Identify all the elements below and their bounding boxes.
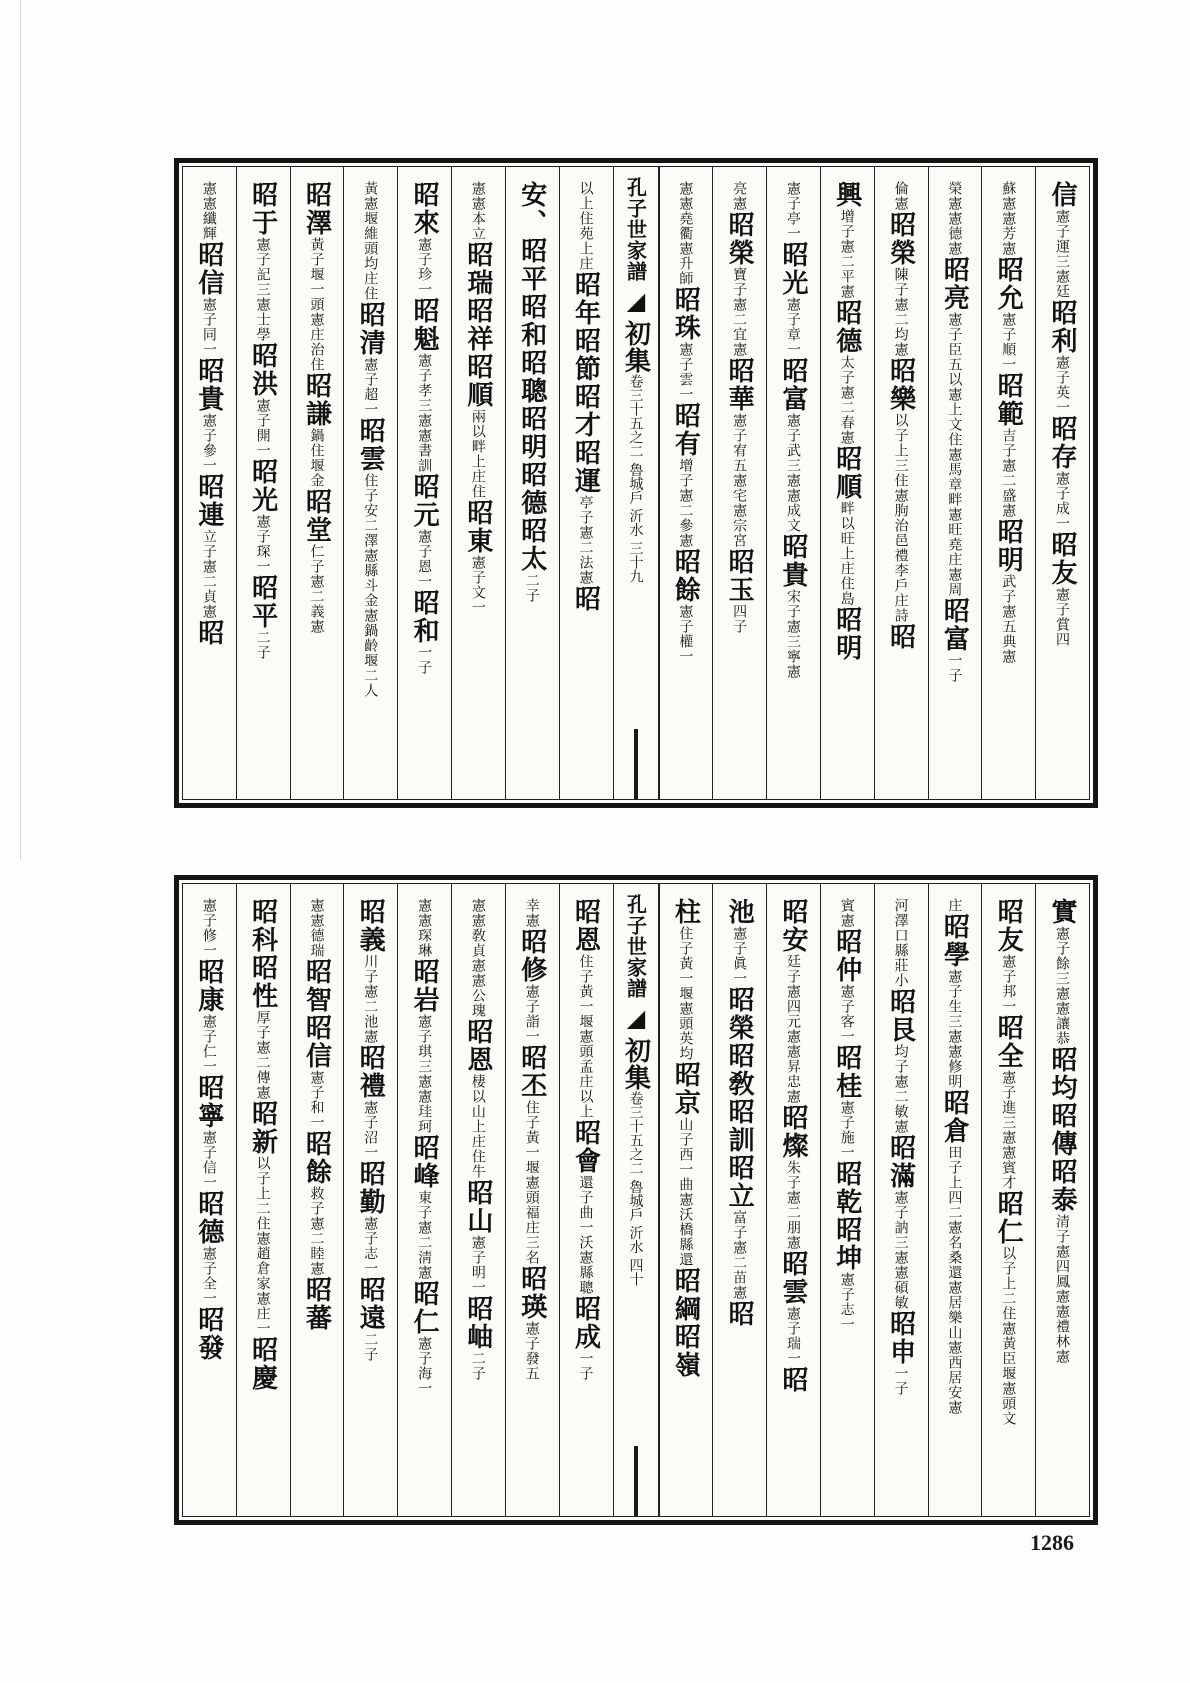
genealogy-column <box>766 167 820 799</box>
person-name: 昭慶 <box>247 1336 278 1392</box>
person-name: 昭仲 <box>831 928 862 984</box>
annotation-text: 增子憲二平憲 <box>838 209 855 299</box>
annotation-text: 憲憲德瑞 <box>308 898 325 958</box>
annotation-text: 憲憲敎貞憲憲公瑰 <box>469 898 486 1018</box>
annotation-text: 陳子憲二均憲 <box>892 267 909 357</box>
book-title: 孔子世家譜 <box>623 894 648 999</box>
annotation-text: 二子 <box>469 1351 486 1381</box>
annotation-text: 賓憲 <box>838 898 855 928</box>
person-name: 昭瑛 <box>516 1265 547 1321</box>
annotation-text: 一子 <box>946 653 963 683</box>
person-name: 昭成 <box>570 1295 601 1351</box>
annotation-text: 厚子憲二傳憲 <box>254 1010 271 1100</box>
annotation-text: 憲子亭一 <box>784 181 801 241</box>
annotation-text: 憲子訥三憲憲碩敏 <box>892 1190 909 1310</box>
person-name: 昭發 <box>193 1306 224 1362</box>
annotation-text: 住子黃一堰憲頭孟庄以上 <box>577 954 594 1119</box>
person-name: 昭勤 <box>355 1160 386 1216</box>
person-name: 昭順 <box>831 445 862 501</box>
annotation-text: 黃憲堰維頭均庄住 <box>362 181 379 301</box>
person-name: 昭明 <box>516 405 547 461</box>
person-name: 昭年 <box>570 271 601 327</box>
annotation-text: 憲子眞一 <box>731 926 748 986</box>
annotation-text: 均子憲二敏憲 <box>892 1044 909 1134</box>
genealogy-column <box>820 167 874 799</box>
annotation-text: 庄 <box>946 898 963 913</box>
person-name: 昭榮 <box>885 211 916 267</box>
annotation-text: 住子安二澤憲縣斗金憲鍋齡堰二人 <box>362 473 379 698</box>
annotation-text: 憲子詣一 <box>523 984 540 1044</box>
person-name: 昭仁 <box>409 1280 440 1336</box>
annotation-text: 憲子明一 <box>469 1235 486 1295</box>
person-name: 池 <box>724 898 755 926</box>
person-name: 昭謙 <box>301 372 332 428</box>
volume-info: 卷三十五之二 魯城戶 沂水 四十 <box>627 1091 644 1287</box>
annotation-text: 憲子開一 <box>254 398 271 458</box>
annotation-text: 憲子邦一 <box>1000 954 1017 1014</box>
annotation-text: 憲子參一 <box>200 413 217 473</box>
person-name: 昭岩 <box>409 958 440 1014</box>
annotation-text: 憲子成一 <box>1054 471 1070 531</box>
person-name: 昭樂 <box>885 357 916 413</box>
genealogy-column <box>712 884 766 1516</box>
genealogy-column <box>236 884 290 1516</box>
person-name: 昭澤 <box>301 181 332 237</box>
genealogy-column <box>183 167 236 799</box>
annotation-text: 朱子憲二朋憲 <box>784 1160 801 1250</box>
person-name: 昭節 <box>570 327 601 383</box>
person-name: 昭仁 <box>993 1190 1024 1246</box>
person-name: 昭洪 <box>247 342 278 398</box>
genealogy-column <box>981 884 1035 1516</box>
annotation-text: 憲憲琛琳 <box>416 898 433 958</box>
annotation-text: 憲憲纖輝 <box>200 181 217 241</box>
annotation-text: 二子 <box>254 630 271 660</box>
person-name: 安、昭平 <box>516 181 547 293</box>
annotation-text: 憲子進三憲憲賓才 <box>1000 1070 1017 1190</box>
annotation-text: 亮憲 <box>731 181 748 211</box>
annotation-text: 富子憲二苗憲 <box>731 1210 748 1300</box>
annotation-text: 山子西一曲憲沃橋縣還 <box>677 1117 694 1267</box>
annotation-text: 立子憲二貞憲 <box>200 529 217 619</box>
annotation-text: 黃子堰一頭憲庄治住 <box>308 237 325 372</box>
annotation-text: 憲子權一 <box>677 604 694 664</box>
person-name: 昭信 <box>193 241 224 297</box>
annotation-text: 憲子雲一 <box>677 342 694 402</box>
person-name: 昭華 <box>724 357 755 413</box>
person-name: 昭山 <box>462 1179 493 1235</box>
person-name: 昭祥 <box>462 297 493 353</box>
annotation-text: 一子 <box>892 1366 909 1396</box>
person-name: 昭峰 <box>409 1134 440 1190</box>
person-name: 昭榮 <box>724 211 755 267</box>
genealogy-column <box>451 167 505 799</box>
person-name: 昭存 <box>1047 415 1077 471</box>
person-name: 昭玉 <box>724 548 755 604</box>
person-name: 昭堂 <box>301 488 332 544</box>
person-name: 昭明 <box>831 606 862 662</box>
person-name: 昭滿 <box>885 1134 916 1190</box>
person-name: 昭貴 <box>193 357 224 413</box>
person-name: 昭京 <box>670 1061 701 1117</box>
person-name: 昭信 <box>301 1014 332 1070</box>
person-name: 昭元 <box>409 473 440 529</box>
genealogy-column <box>928 884 982 1516</box>
person-name: 昭瑞 <box>462 241 493 297</box>
genealogy-column <box>397 884 451 1516</box>
person-name: 昭才 <box>570 383 601 439</box>
person-name: 昭榮 <box>724 986 755 1042</box>
genealogy-column <box>1035 884 1089 1516</box>
genealogy-column <box>505 884 559 1516</box>
annotation-text: 棲以山上庄住牛 <box>469 1074 486 1179</box>
center-header-column <box>613 884 659 1516</box>
person-name: 昭聰 <box>516 349 547 405</box>
person-name: 昭有 <box>670 402 701 458</box>
annotation-text: 以子上三住憲朐治邑禮李戶庄詩 <box>892 413 909 623</box>
annotation-text: 憲子珍一 <box>416 237 433 297</box>
person-name: 昭敎 <box>724 1042 755 1098</box>
genealogy-column <box>236 167 290 799</box>
annotation-text: 憲子海一 <box>416 1336 433 1396</box>
person-name: 昭學 <box>939 913 970 969</box>
person-name: 昭和 <box>516 293 547 349</box>
genealogy-column <box>981 167 1035 799</box>
genealogy-column <box>290 167 344 799</box>
annotation-text: 憲子志一 <box>838 1272 855 1332</box>
genealogy-column <box>397 167 451 799</box>
genealogy-column <box>290 884 344 1516</box>
top-page-panel <box>174 158 1098 808</box>
annotation-text: 憲子文一 <box>469 555 486 615</box>
page-number: 1286 <box>1030 1530 1074 1555</box>
annotation-text: 住子黃一堰憲頭英均 <box>677 926 694 1061</box>
annotation-text: 寶子憲二宜憲 <box>731 267 748 357</box>
person-name: 昭 <box>570 585 601 613</box>
annotation-text: 憲子記三憲士學 <box>254 237 271 342</box>
scan-edge-line <box>20 0 21 860</box>
person-name: 昭倉 <box>939 1089 970 1145</box>
annotation-text: 憲憲堯衢憲升師 <box>677 181 694 286</box>
annotation-text: 田子上四二憲名桑還憲居樂山憲西居安憲 <box>946 1145 963 1415</box>
person-name: 昭平 <box>247 574 278 630</box>
annotation-text: 宋子憲三寧憲 <box>784 589 801 679</box>
annotation-text: 幸憲 <box>523 898 540 928</box>
person-name: 昭德 <box>193 1190 224 1246</box>
person-name: 昭雲 <box>355 417 386 473</box>
annotation-text: 憲子琪三憲憲珪珂 <box>416 1014 433 1134</box>
bottom-columns <box>182 883 1090 1517</box>
annotation-text: 還子曲一沃憲縣聰 <box>577 1175 594 1295</box>
annotation-text: 救子憲二睦憲 <box>308 1186 325 1276</box>
volume-info: 卷三十五之二 魯城戶 沂水 三十九 <box>627 374 644 584</box>
person-name: 昭新 <box>247 1100 278 1156</box>
annotation-text: 亭子憲二法憲 <box>577 495 594 585</box>
person-name: 昭貴 <box>777 533 808 589</box>
person-name: 昭珠 <box>670 286 701 342</box>
person-name: 昭光 <box>777 241 808 297</box>
person-name: 昭傳 <box>1047 1102 1077 1158</box>
person-name: 昭連 <box>193 473 224 529</box>
annotation-text: 憲子施一 <box>838 1100 855 1160</box>
annotation-text: 憲子仁一 <box>200 1014 217 1074</box>
person-name: 昭全 <box>993 1014 1024 1070</box>
annotation-text: 武子憲五典憲 <box>1000 574 1017 664</box>
person-name: 昭丕 <box>516 1044 547 1100</box>
person-name: 昭清 <box>355 301 386 357</box>
genealogy-column <box>1035 167 1089 799</box>
person-name: 昭餘 <box>301 1130 332 1186</box>
genealogy-column <box>874 884 928 1516</box>
annotation-text: 憲子全一 <box>200 1246 217 1306</box>
person-name: 昭桂 <box>831 1044 862 1100</box>
person-name: 柱 <box>670 898 701 926</box>
annotation-text: 憲子運三憲廷 <box>1054 209 1070 299</box>
person-name: 昭友 <box>993 898 1024 954</box>
person-name: 昭 <box>724 1300 755 1328</box>
person-name: 昭禮 <box>355 1044 386 1100</box>
annotation-text: 憲子沼一 <box>362 1100 379 1160</box>
person-name: 昭立 <box>724 1154 755 1210</box>
genealogy-column <box>559 884 613 1516</box>
annotation-text: 仁子憲二義憲 <box>308 544 325 634</box>
annotation-text: 憲子志一 <box>362 1216 379 1276</box>
annotation-text: 吉子憲二盛憲 <box>1000 428 1017 518</box>
genealogy-column <box>712 167 766 799</box>
person-name: 昭均 <box>1047 1046 1077 1102</box>
annotation-text: 憲子超一 <box>362 357 379 417</box>
person-name: 昭亮 <box>939 256 970 312</box>
person-name: 昭德 <box>831 299 862 355</box>
person-name: 昭光 <box>247 458 278 514</box>
person-name: 昭 <box>193 619 224 647</box>
person-name: 昭富 <box>777 357 808 413</box>
person-name: 昭訓 <box>724 1098 755 1154</box>
person-name: 昭坤 <box>831 1216 862 1272</box>
person-name: 昭于 <box>247 181 278 237</box>
person-name: 昭申 <box>885 1310 916 1366</box>
annotation-text: 憲子瑞一 <box>784 1306 801 1366</box>
annotation-text: 憲子英一 <box>1054 355 1070 415</box>
annotation-text: 鍋住堰金 <box>308 428 325 488</box>
annotation-text: 廷子憲四元憲憲昇忠憲 <box>784 954 801 1104</box>
genealogy-column <box>820 884 874 1516</box>
annotation-text: 憲子和一 <box>308 1070 325 1130</box>
genealogy-column <box>659 167 713 799</box>
annotation-text: 憲子臣五以憲上文住憲馬章畔憲旺堯庄憲周 <box>946 312 963 597</box>
person-name: 昭範 <box>993 372 1024 428</box>
person-name: 昭德 <box>516 461 547 517</box>
person-name: 昭明 <box>993 518 1024 574</box>
edition-label: 初集 <box>620 320 651 374</box>
person-name: 昭來 <box>409 181 440 237</box>
person-name: 昭綱 <box>670 1267 701 1323</box>
top-columns <box>182 166 1090 800</box>
annotation-text: 兩以畔上庄住 <box>469 409 486 499</box>
person-name: 昭雲 <box>777 1250 808 1306</box>
triangle-mark: ◢ <box>621 1003 651 1033</box>
person-name: 昭寧 <box>193 1074 224 1130</box>
annotation-text: 憲子餘三憲憲讓恭 <box>1054 926 1070 1046</box>
person-name: 昭康 <box>193 958 224 1014</box>
genealogy-column <box>343 167 397 799</box>
annotation-text: 住子黃一堰憲頭福庄三名 <box>523 1100 540 1265</box>
annotation-text: 憲子恩一 <box>416 529 433 589</box>
person-name: 昭安 <box>777 898 808 954</box>
genealogy-column <box>505 167 559 799</box>
person-name: 昭科 <box>247 898 278 954</box>
person-name: 昭遠 <box>355 1276 386 1332</box>
person-name: 昭修 <box>516 928 547 984</box>
annotation-text: 憲子宥五憲宅憲宗宮 <box>731 413 748 548</box>
person-name: 信 <box>1047 181 1077 209</box>
edition-label: 初集 <box>620 1037 651 1091</box>
genealogy-column <box>183 884 236 1516</box>
person-name: 昭餘 <box>670 548 701 604</box>
person-name: 昭燦 <box>777 1104 808 1160</box>
person-name: 昭友 <box>1047 531 1077 587</box>
annotation-text: 川子憲二池憲 <box>362 954 379 1044</box>
person-name: 昭東 <box>462 499 493 555</box>
annotation-text: 憲子武三憲憲成文 <box>784 413 801 533</box>
triangle-mark: ◢ <box>621 286 651 316</box>
annotation-text: 四子 <box>731 604 748 634</box>
genealogy-column <box>874 167 928 799</box>
annotation-text: 憲子修一 <box>200 898 217 958</box>
annotation-text: 憲子信一 <box>200 1130 217 1190</box>
annotation-text: 二子 <box>523 573 540 603</box>
annotation-text: 增子憲二參憲 <box>677 458 694 548</box>
center-header-column <box>613 167 659 799</box>
person-name: 昭智 <box>301 958 332 1014</box>
annotation-text: 榮憲憲德憲 <box>946 181 963 256</box>
annotation-text: 河澤口縣莊小 <box>892 898 909 988</box>
annotation-text: 憲子客一 <box>838 984 855 1044</box>
annotation-text: 蘇憲憲芳憲 <box>1000 181 1017 256</box>
annotation-text: 憲子琛一 <box>254 514 271 574</box>
genealogy-column <box>559 167 613 799</box>
person-name: 昭 <box>777 1366 808 1394</box>
annotation-text: 憲子孝三憲憲書訓 <box>416 353 433 473</box>
genealogy-column <box>343 884 397 1516</box>
annotation-text: 一子 <box>577 1351 594 1381</box>
annotation-text: 憲子順一 <box>1000 312 1017 372</box>
annotation-text: 以子上二住憲黃臣堰憲頭文 <box>1000 1246 1017 1426</box>
bottom-page-panel <box>174 875 1098 1525</box>
person-name: 興 <box>831 181 862 209</box>
annotation-text: 清子憲四鳳憲憲禮林憲 <box>1054 1214 1070 1364</box>
person-name: 昭恩 <box>462 1018 493 1074</box>
person-name: 昭蕃 <box>301 1276 332 1332</box>
annotation-text: 倫憲 <box>892 181 909 211</box>
annotation-text: 以上住苑上庄 <box>577 181 594 271</box>
annotation-text: 憲子發五 <box>523 1321 540 1381</box>
annotation-text: 以子上二住憲趙倉家憲庄一 <box>254 1156 271 1336</box>
person-name: 昭會 <box>570 1119 601 1175</box>
genealogy-column <box>451 884 505 1516</box>
person-name: 昭運 <box>570 439 601 495</box>
annotation-text: 二子 <box>362 1332 379 1362</box>
annotation-text: 憲子賞四 <box>1054 587 1070 647</box>
person-name: 昭岫 <box>462 1295 493 1351</box>
annotation-text: 憲子章一 <box>784 297 801 357</box>
book-title: 孔子世家譜 <box>623 177 648 282</box>
genealogy-column <box>928 167 982 799</box>
annotation-text: 一子 <box>416 645 433 675</box>
annotation-text: 憲憲本立 <box>469 181 486 241</box>
annotation-text: 憲子生三憲憲修明 <box>946 969 963 1089</box>
person-name: 實 <box>1047 898 1077 926</box>
person-name: 昭利 <box>1047 299 1077 355</box>
person-name: 昭允 <box>993 256 1024 312</box>
person-name: 昭義 <box>355 898 386 954</box>
person-name: 昭泰 <box>1047 1158 1077 1214</box>
annotation-text: 畔以旺上庄住島 <box>838 501 855 606</box>
person-name: 昭魁 <box>409 297 440 353</box>
person-name: 昭太 <box>516 517 547 573</box>
person-name: 昭恩 <box>570 898 601 954</box>
person-name: 昭艮 <box>885 988 916 1044</box>
person-name: 昭富 <box>939 597 970 653</box>
genealogy-column <box>766 884 820 1516</box>
annotation-text: 東子憲二淸憲 <box>416 1190 433 1280</box>
annotation-text: 憲子同一 <box>200 297 217 357</box>
person-name: 昭性 <box>247 954 278 1010</box>
person-name: 昭和 <box>409 589 440 645</box>
person-name: 昭乾 <box>831 1160 862 1216</box>
annotation-text: 太子憲二春憲 <box>838 355 855 445</box>
person-name: 昭順 <box>462 353 493 409</box>
person-name: 昭 <box>885 623 916 651</box>
genealogy-column <box>659 884 713 1516</box>
person-name: 昭嶺 <box>670 1323 701 1379</box>
